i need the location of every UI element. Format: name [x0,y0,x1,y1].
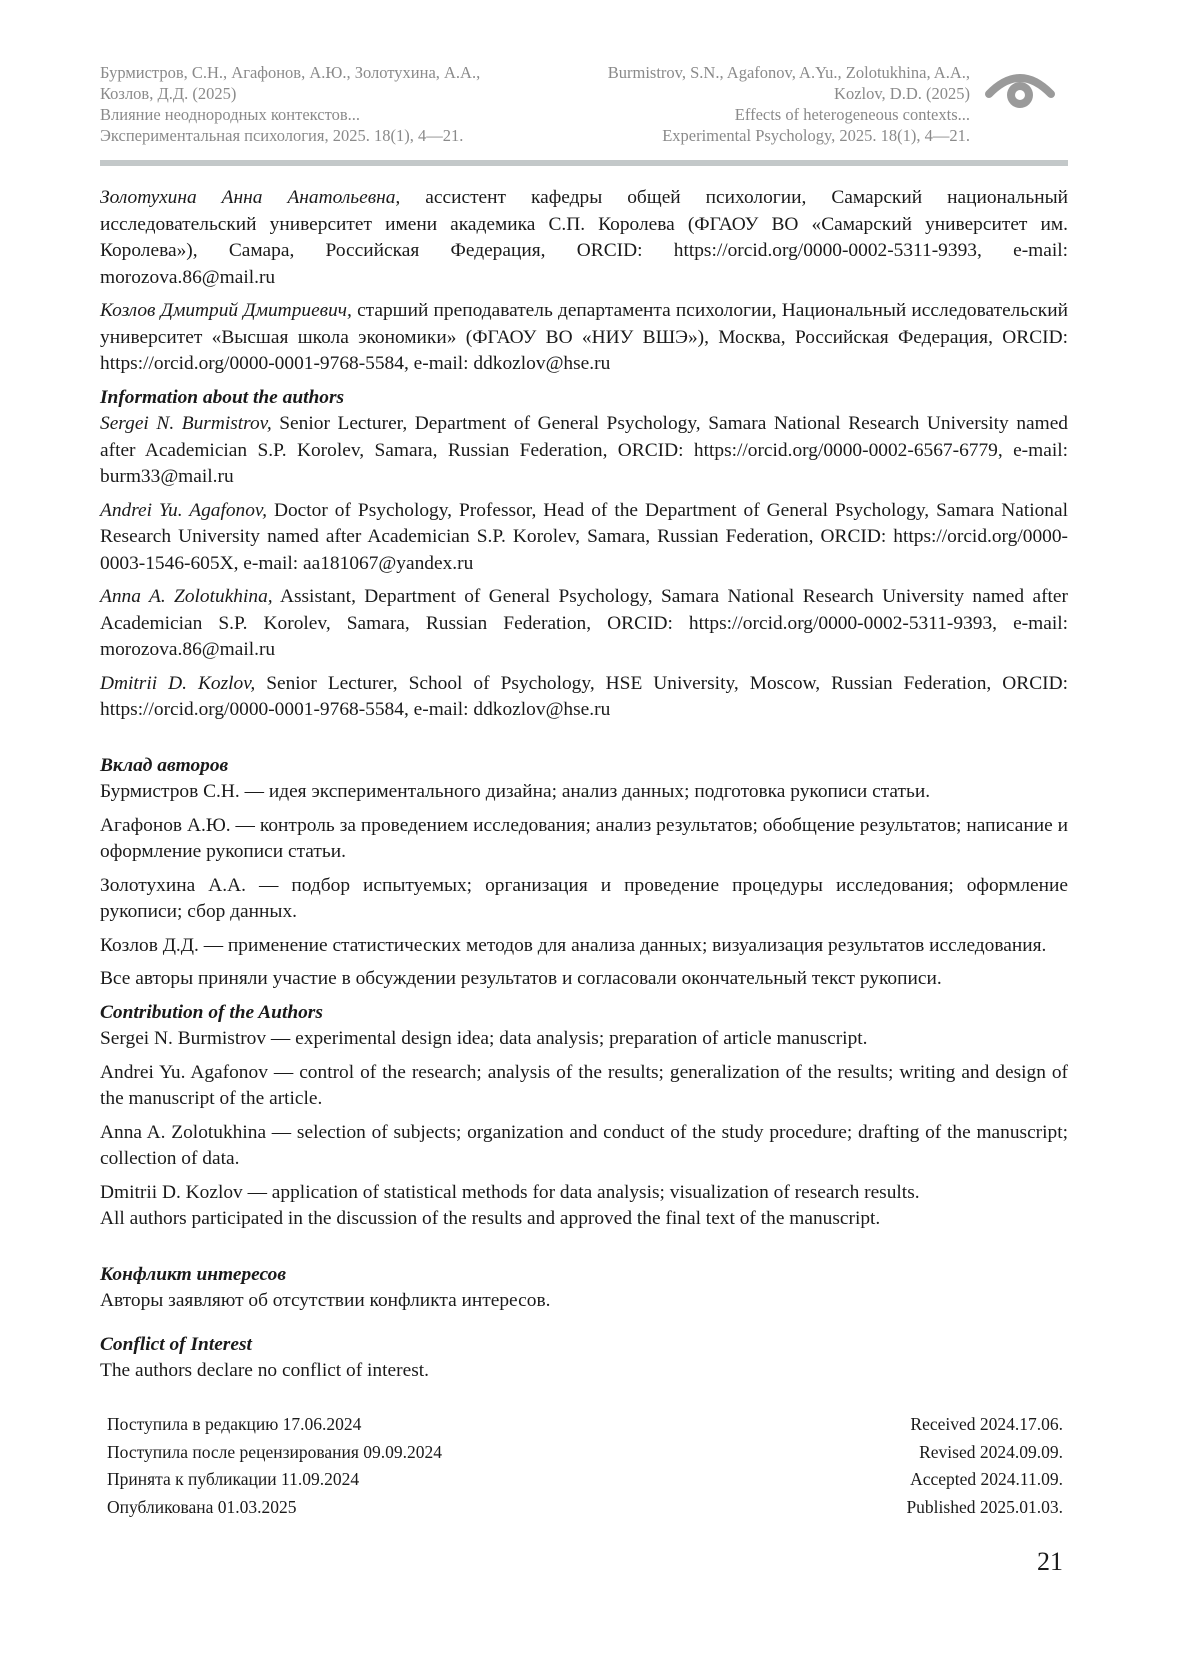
author-details: Senior Lecturer, School of Psychology, HSE University, Moscow, Russian Federation, ORCID: https://orcid.org/0000-0001-9768-5584, e-mail: ddkozlov@hse.ru [100,672,1068,720]
header-en-line: Burmistrov, S.N., Agafonov, A.Yu., Zolotukhina, A.A., [607,63,970,82]
author-details: Assistant, Department of General Psychology, Samara National Research University named after Academician S.P. Korolev, Samara, Russian Federation, ORCID: https://orcid.org/0000-0002-5311-9393, e-mail: morozova.86@mail.ru [100,586,1068,660]
contribution-item: All authors participated in the discussion of the results and approved the final text of the manuscript. [100,1208,881,1229]
author-details: ассистент кафедры общей психологии, Самарский национальный исследовательский университет имени академика С.П. Королева (ФГАОУ ВО «Самарский университет им. Королева»), Самара, Российская Федерация, ORCID: https://orcid.org/0000-0002-5311-9393, e-mail: morozova.86@mail.ru [100,187,1068,288]
contribution-item: Anna A. Zolotukhina — selection of subjects; organization and conduct of the study procedure; drafting of the manuscript; collection of data. [100,1121,1068,1169]
date-row [107,1466,1063,1494]
section-heading-contrib-en: Contribution of the Authors [100,1001,323,1023]
conflict-text-ru: Авторы заявляют об отсутствии конфликта интересов. [100,1290,551,1311]
date-row [107,1494,1063,1522]
date-en: Accepted 2024.11.09. [910,1469,1063,1489]
author-details: старший преподаватель департамента психологии, Национальный исследовательский университет «Высшая школа экономики» (ФГАОУ ВО «НИУ ВШЭ»), Москва, Российская Федерация, ORCID: https://orcid.org/0000-0001-9768-5584, e-mail: ddkozlov@hse.ru [100,300,1068,374]
contribution-item: Агафонов А.Ю. — контроль за проведением исследования; анализ результатов; обобщение результатов; написание и оформление рукописи статьи. [100,814,1068,862]
author-name: Козлов Дмитрий Дмитриевич, [100,300,352,321]
section-spacer [100,731,1068,753]
date-ru: Поступила в редакцию 17.06.2024 [107,1414,362,1434]
conflict-text-en: The authors declare no conflict of interest. [100,1360,429,1381]
contribution-item: Sergei N. Burmistrov — experimental design idea; data analysis; preparation of article manuscript. [100,1028,868,1049]
date-en: Revised 2024.09.09. [919,1441,1063,1462]
page-number: 21 [1037,1547,1063,1576]
section-heading-conflict-ru: Конфликт интересов [100,1263,287,1285]
header-en-line: Effects of heterogeneous contexts... [734,105,970,124]
author-name: Anna A. Zolotukhina, [100,586,273,607]
contribution-item: Все авторы приняли участие в обсуждении результатов и согласовали окончательный текст рукописи. [100,968,942,989]
date-ru: Поступила после рецензирования 09.09.2024 [107,1441,443,1462]
contribution-item: Dmitrii D. Kozlov — application of statistical methods for data analysis; visualization of research results. [100,1181,920,1203]
header-ru-line: Влияние неоднородных контекстов... [100,105,361,124]
author-entry-ru [100,298,1068,378]
date-en: Published 2025.01.03. [906,1496,1063,1517]
header-ru-line: Экспериментальная психология, 2025. 18(1), 4—21. [100,126,464,145]
author-entry-en [100,584,1068,664]
author-entry-en [100,498,1068,578]
running-header-en [555,62,970,146]
author-entry-ru [100,185,1068,291]
running-header-ru [100,62,540,146]
contribution-item: Козлов Д.Д. — применение статистических методов для анализа данных; визуализация результатов исследования. [100,934,1047,956]
date-row [107,1411,1063,1439]
date-row [107,1439,1063,1467]
section-heading-contrib-ru: Вклад авторов [100,754,229,776]
author-entry-en [100,671,1068,724]
section-heading-info-en: Information about the authors [100,386,345,408]
contribution-item: Золотухина А.А. — подбор испытуемых; организация и проведение процедуры исследования; оформление рукописи; сбор данных. [100,874,1068,922]
date-ru: Принята к публикации 11.09.2024 [107,1469,360,1489]
author-entry-en [100,411,1068,491]
section-spacer [100,1322,1068,1332]
eye-icon [985,64,1055,114]
author-name: Dmitrii D. Kozlov, [100,672,256,694]
publication-dates [107,1411,1063,1521]
running-header [100,62,1020,152]
author-name: Andrei Yu. Agafonov, [100,499,267,521]
header-ru-line: Козлов, Д.Д. (2025) [100,84,237,103]
date-ru: Опубликована 01.03.2025 [107,1496,297,1517]
author-details: Senior Lecturer, Department of General Psychology, Samara National Research University named after Academician S.P. Korolev, Samara, Russian Federation, ORCID: https://orcid.org/0000-0002-6567-6779, e-mail: burm33@mail.ru [100,413,1069,487]
section-spacer [100,1240,1068,1262]
contribution-item: Andrei Yu. Agafonov — control of the research; analysis of the results; generalization of the results; writing and design of the manuscript of the article. [100,1061,1068,1109]
date-en: Received 2024.17.06. [910,1414,1063,1434]
article-body [100,185,1068,1392]
header-divider [100,160,1068,166]
header-en-line: Experimental Psychology, 2025. 18(1), 4—21. [662,126,970,145]
section-heading-conflict-en: Conflict of Interest [100,1333,252,1355]
author-name: Золотухина Анна Анатольевна, [100,187,401,208]
header-en-line: Kozlov, D.D. (2025) [834,84,970,103]
author-details: Doctor of Psychology, Professor, Head of the Department of General Psychology, Samara National Research University named after Academician S.P. Korolev, Samara, Russian Federation, ORCID: https://orcid.org/0000-0003-1546-605X, e-mail: aa181067@yandex.ru [100,499,1068,574]
contribution-item: Бурмистров С.Н. — идея экспериментального дизайна; анализ данных; подготовка рукописи статьи. [100,781,931,802]
author-name: Sergei N. Burmistrov, [100,413,272,434]
header-ru-line: Бурмистров, С.Н., Агафонов, А.Ю., Золотухина, А.А., [100,63,481,82]
